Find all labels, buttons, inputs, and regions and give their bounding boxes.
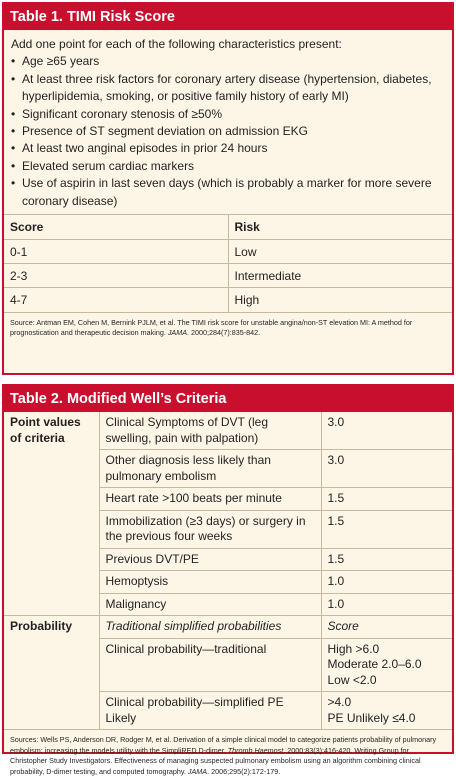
table1-intro-text: Add one point for each of the following characteristics present: bbox=[11, 37, 342, 51]
points-header: Point values of criteria bbox=[10, 415, 81, 445]
table-header-row bbox=[4, 215, 452, 240]
points-cell: 1.5 bbox=[321, 488, 452, 511]
prob-subhead-score: Score bbox=[321, 616, 452, 639]
table1-intro bbox=[4, 30, 452, 214]
table2-source bbox=[4, 729, 452, 777]
table1-source bbox=[4, 312, 452, 339]
source-journal: JAMA bbox=[187, 766, 208, 776]
risk-cell: High bbox=[228, 288, 452, 312]
source-text: Source: Antman EM, Cohen M, Bernink PJLM, et al. The TIMI risk score for unstable angina/non-ST elevation MI: A method for prognostication and therapeutic decision making. bbox=[10, 317, 413, 338]
criterion-cell: Malignancy bbox=[99, 593, 321, 616]
source-journal: Thromb Haemost bbox=[227, 745, 284, 755]
list-item: • At least three risk factors for coronary artery disease (hypertension, diabetes, hyperlipidemia, smoking, or positive family history of early MI) bbox=[11, 71, 446, 106]
points-cell: 1.0 bbox=[321, 571, 452, 594]
modified-wells-criteria-table bbox=[2, 384, 454, 776]
list-item: • Age ≥65 years bbox=[11, 53, 446, 70]
criterion-cell: Hemoptysis bbox=[99, 571, 321, 594]
list-item: • Use of aspirin in last seven days (which is probably a marker for more severe coronary disease) bbox=[11, 175, 446, 210]
list-item: • Significant coronary stenosis of ≥50% bbox=[11, 106, 446, 123]
score-cell: 4-7 bbox=[4, 288, 228, 312]
risk-header: Risk bbox=[228, 215, 452, 240]
table-row bbox=[4, 288, 452, 312]
criterion-cell: Clinical Symptoms of DVT (leg swelling, pain with palpation) bbox=[99, 412, 321, 450]
criterion-cell: Other diagnosis less likely than pulmonary embolism bbox=[99, 450, 321, 488]
probability-label: Clinical probability—simplified PE Likely bbox=[99, 692, 321, 730]
source-text: Sources: Wells PS, Anderson DR, Rodger M, et al. Derivation of a simple clinical model to categorize patients probability of pulmonary embolism: increasing the models utility with the SimpliRED D-dimer. bbox=[10, 735, 437, 755]
probability-score: High >6.0 Moderate 2.0–6.0 Low <2.0 bbox=[321, 638, 452, 692]
table2-title: Table 2. Modified Well’s Criteria bbox=[4, 386, 452, 412]
criterion-cell: Heart rate >100 beats per minute bbox=[99, 488, 321, 511]
table1-score-risk-grid bbox=[4, 214, 452, 312]
table1-criteria-list bbox=[11, 53, 446, 210]
list-item: • At least two anginal episodes in prior 24 hours bbox=[11, 140, 446, 157]
list-item: • Elevated serum cardiac markers bbox=[11, 158, 446, 175]
prob-subhead-label: Traditional simplified probabilities bbox=[99, 616, 321, 639]
probability-label: Clinical probability—traditional bbox=[99, 638, 321, 692]
source-citation: . 2006;295(2):172-179. bbox=[207, 766, 281, 776]
points-cell: 1.5 bbox=[321, 510, 452, 548]
probability-score: >4.0 PE Unlikely ≤4.0 bbox=[321, 692, 452, 730]
score-cell: 2-3 bbox=[4, 264, 228, 288]
source-citation: . 2000;83(3):416-420. Writing Group for Christopher Study Investigators. Effectiveness of managing suspected pulmonary embolism using an algorithm combining clinical probability, D-dimer testing, and computed tomography. bbox=[10, 745, 421, 776]
source-journal: JAMA bbox=[167, 328, 187, 338]
criterion-cell: Previous DVT/PE bbox=[99, 548, 321, 571]
risk-cell: Intermediate bbox=[228, 264, 452, 288]
score-header: Score bbox=[4, 215, 228, 240]
timi-risk-score-table bbox=[2, 2, 454, 375]
table-row bbox=[4, 240, 452, 264]
points-cell: 3.0 bbox=[321, 450, 452, 488]
points-cell: 1.0 bbox=[321, 593, 452, 616]
list-item: • Presence of ST segment deviation on admission EKG bbox=[11, 123, 446, 140]
probability-header: Probability bbox=[4, 616, 99, 730]
risk-cell: Low bbox=[228, 240, 452, 264]
points-cell: 1.5 bbox=[321, 548, 452, 571]
table-row bbox=[4, 412, 452, 450]
points-cell: 3.0 bbox=[321, 412, 452, 450]
table2-grid bbox=[4, 412, 452, 729]
table1-title: Table 1. TIMI Risk Score bbox=[4, 4, 452, 30]
table-row bbox=[4, 616, 452, 639]
score-cell: 0-1 bbox=[4, 240, 228, 264]
criterion-cell: Immobilization (≥3 days) or surgery in the previous four weeks bbox=[99, 510, 321, 548]
table-row bbox=[4, 264, 452, 288]
source-citation: . 2000;284(7):835-842. bbox=[187, 328, 261, 338]
